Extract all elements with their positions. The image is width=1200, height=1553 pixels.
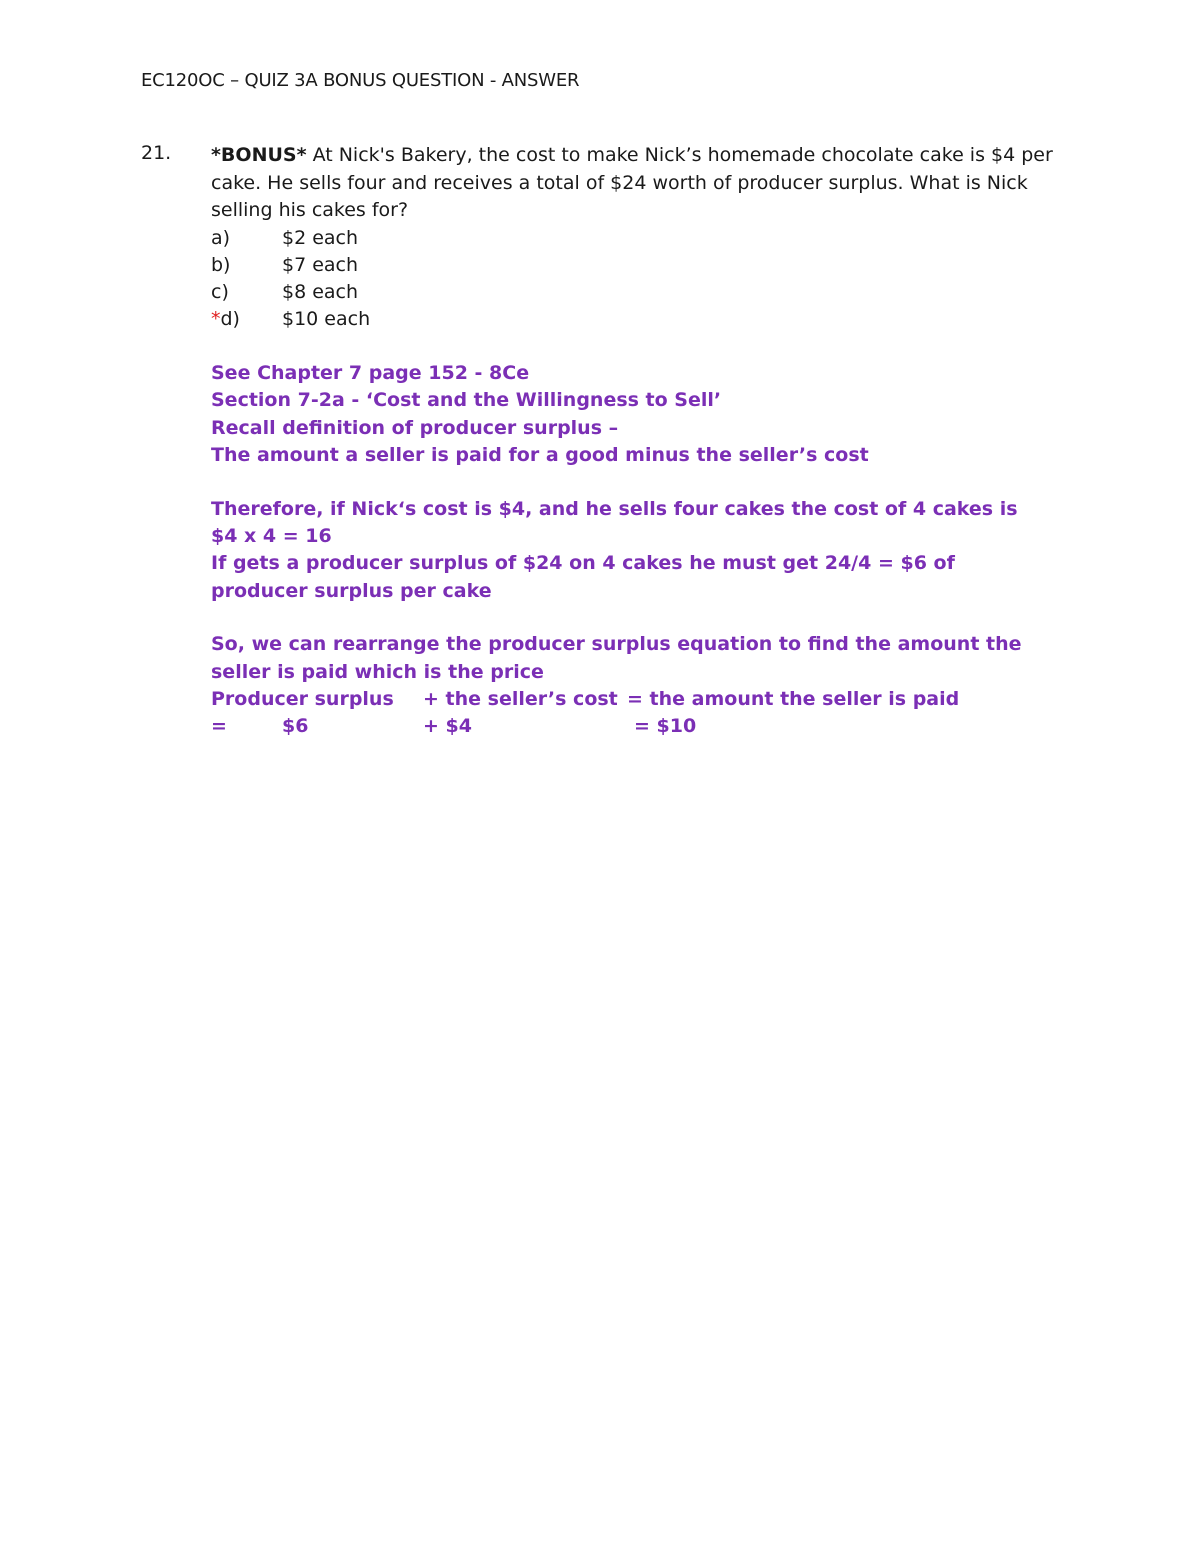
equation-value-surplus: $6	[282, 715, 309, 738]
equation-value-paid: = $10	[634, 715, 697, 738]
option-value: $8 each	[282, 280, 359, 303]
answer-explanation	[211, 360, 1091, 741]
option-b	[211, 252, 1071, 279]
answer-surplus-line2: producer surplus per cake	[211, 579, 492, 602]
answer-rearrange-line1: So, we can rearrange the producer surplus equation to find the amount the	[211, 633, 1022, 656]
answer-surplus-line1: If gets a producer surplus of $24 on 4 cakes he must get 24/4 = $6 of	[211, 552, 955, 575]
answer-options	[211, 225, 1071, 334]
option-value: $10 each	[282, 308, 371, 331]
answer-therefore-line1: Therefore, if Nick‘s cost is $4, and he sells four cakes the cost of 4 cakes is	[211, 497, 1018, 520]
equation-equals-sign: =	[211, 715, 227, 738]
equation-label-surplus: Producer surplus	[211, 688, 394, 711]
question-text	[211, 142, 1071, 225]
option-value: $7 each	[282, 253, 359, 276]
option-value: $2 each	[282, 226, 359, 249]
equation-label-paid: = the amount the seller is paid	[627, 688, 960, 711]
option-c	[211, 279, 1071, 306]
question-text-rest: per cake. He sells four and receives a total of $24 worth of producer surplus. What is Nick selling his cakes for?	[211, 144, 1053, 221]
equation-label-cost: + the seller’s cost	[423, 688, 618, 711]
answer-therefore-line2: $4 x 4 = 16	[211, 525, 332, 548]
option-letter: c)	[211, 280, 229, 303]
paragraph-gap	[211, 470, 1091, 496]
answer-rearrange-line2: seller is paid which is the price	[211, 660, 544, 683]
option-letter: b)	[211, 253, 231, 276]
answer-definition: The amount a seller is paid for a good minus the seller’s cost	[211, 444, 869, 467]
question-body	[211, 142, 1071, 333]
answer-reference: See Chapter 7 page 152 - 8Ce	[211, 362, 530, 384]
option-d	[211, 306, 1071, 333]
option-letter-text: d)	[220, 308, 240, 331]
option-a	[211, 225, 1071, 252]
bonus-tag: *BONUS*	[211, 144, 307, 166]
question-text-line1: At Nick's Bakery, the cost to make Nick’s homemade chocolate cake is $4	[306, 144, 1016, 166]
equation-value-cost: + $4	[423, 715, 472, 738]
equation-values-row	[211, 713, 1091, 740]
question-number: 21.	[141, 142, 172, 164]
answer-section: Section 7-2a - ‘Cost and the Willingness to Sell’	[211, 389, 722, 412]
equation-labels-row	[211, 686, 1091, 713]
document-header: EC120OC – QUIZ 3A BONUS QUESTION - ANSWER	[141, 70, 580, 91]
answer-recall: Recall definition of producer surplus –	[211, 416, 619, 439]
option-letter: a)	[211, 226, 231, 249]
correct-marker: *	[211, 308, 221, 331]
paragraph-gap	[211, 605, 1091, 631]
option-letter	[211, 306, 240, 334]
